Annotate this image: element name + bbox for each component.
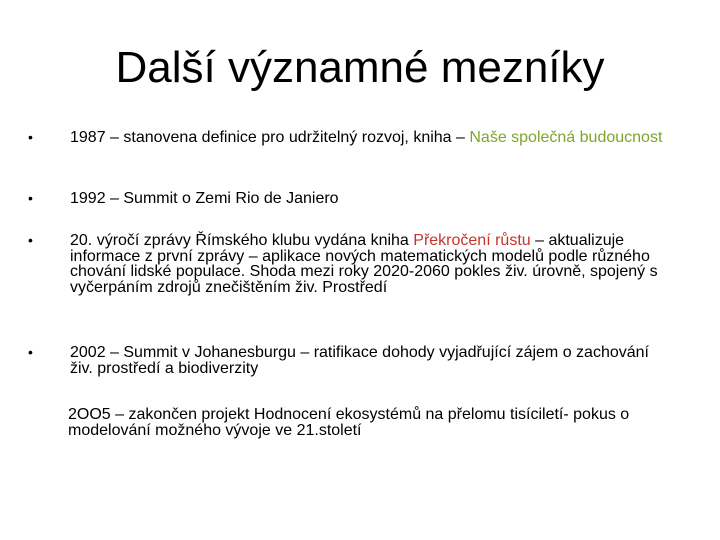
bullet-text-post: – aktualizuje informace z první zprávy – aplikace nových matematických modelů podle různého chování lidské populace. Shoda mezi roky 2020-2060 pokles živ. úrovně, spojený s vyčerpáním zdrojů znečištěním živ. Prostředí [70, 232, 658, 296]
bullet-text-pre: 1987 – stanovena definice pro udržitelný rozvoj, kniha – [70, 129, 470, 146]
bullet-text [70, 130, 670, 146]
bullet-dot: • [28, 129, 33, 145]
bullet-item-1987 [28, 130, 668, 164]
book-title-highlight: Naše společná budoucnost [469, 129, 663, 146]
bullet-item-1992 [28, 191, 668, 209]
bullet-item-roman-club [28, 233, 668, 323]
slide-title: Další významné mezníky [115, 43, 605, 92]
bullet-text-pre: 20. výročí zprávy Římského klubu vydána kniha [70, 232, 414, 249]
book-title-highlight: Překročení růstu [413, 232, 531, 249]
bullet-dot: • [28, 190, 33, 206]
bullet-item-2002 [28, 345, 668, 379]
bullet-text: 1992 – Summit o Zemi Rio de Janiero [70, 190, 339, 207]
bullet-text: 2002 – Summit v Johanesburgu – ratifikace dohody vyjadřující zájem o zachování živ. prostředí a biodiverzity [70, 344, 649, 377]
bullet-dot: • [28, 232, 33, 248]
paragraph-2005: 2OO5 – zakončen projekt Hodnocení ekosystémů na přelomu tisíciletí- pokus o modelování možného vývoje ve 21.století [68, 406, 630, 439]
bullet-text [70, 233, 670, 295]
bullet-dot: • [28, 344, 33, 360]
